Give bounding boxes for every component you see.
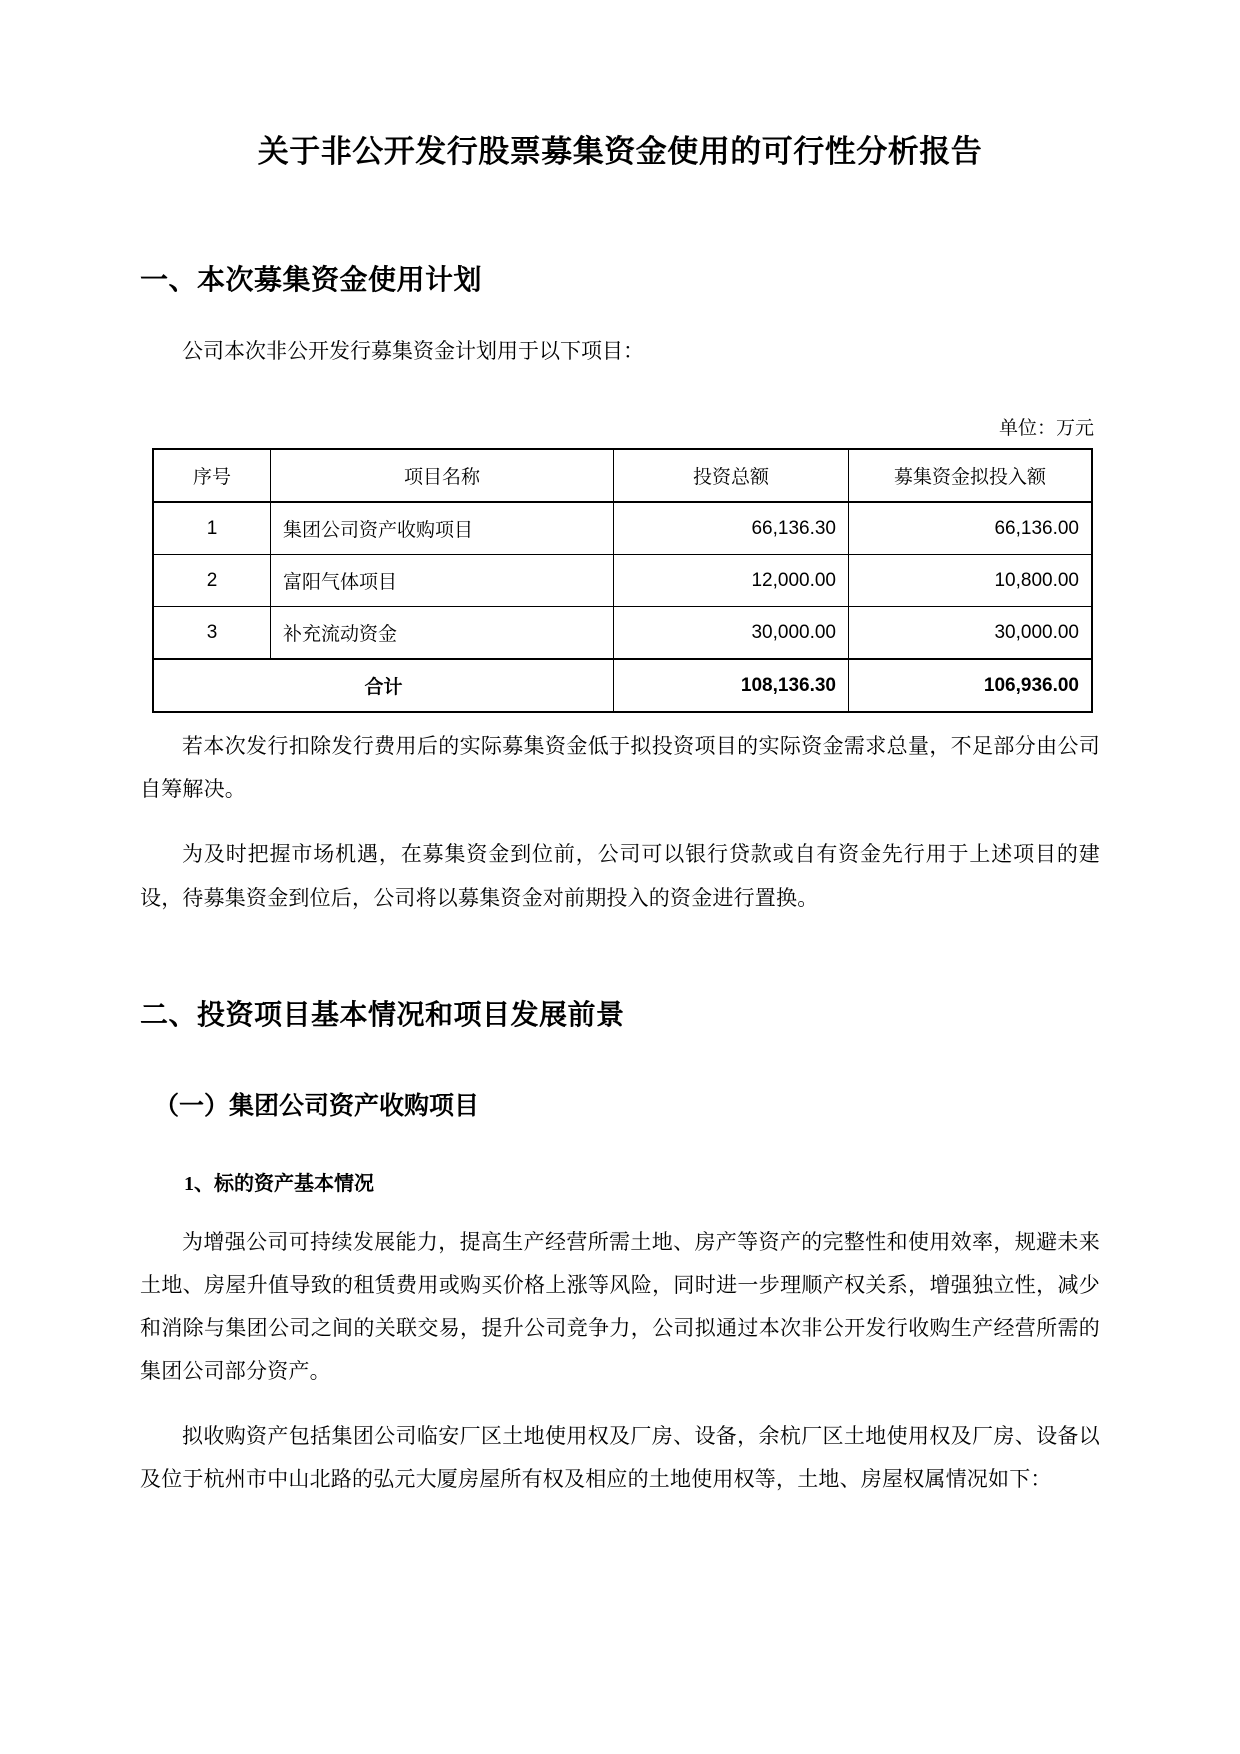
cell-raised-amount-sum: 106,936.00 (849, 659, 1093, 712)
cell-index: 1 (153, 502, 271, 555)
cell-total-investment: 66,136.30 (614, 502, 849, 555)
table-row (153, 555, 1092, 607)
cell-project-name: 富阳气体项目 (271, 555, 614, 607)
paragraph-acquisition-scope: 拟收购资产包括集团公司临安厂区土地使用权及厂房、设备，余杭厂区土地使用权及厂房、设备以及位于杭州市中山北路的弘元大厦房屋所有权及相应的土地使用权等，土地、房屋权属情况如下： (140, 1425, 1100, 1492)
table-unit-label: 单位：万元 (998, 418, 1094, 440)
item-heading-asset-overview (184, 1169, 1100, 1199)
table-body (153, 502, 1092, 712)
cell-total-investment-sum: 108,136.30 (614, 659, 849, 712)
cell-total-label: 合计 (153, 659, 614, 712)
cell-total-investment: 30,000.00 (614, 607, 849, 660)
table-header-row (153, 449, 1092, 502)
table-row (153, 607, 1092, 660)
cell-project-name: 集团公司资产收购项目 (271, 502, 614, 555)
column-header-index: 序号 (153, 449, 271, 502)
cell-total-investment: 12,000.00 (614, 555, 849, 607)
cell-raised-amount: 10,800.00 (849, 555, 1093, 607)
column-header-project-name: 项目名称 (271, 449, 614, 502)
fund-usage-table (152, 448, 1093, 713)
subsection-heading-one: （一）集团公司资产收购项目 (154, 1091, 480, 1120)
page-title: 关于非公开发行股票募集资金使用的可行性分析报告 (257, 134, 983, 169)
cell-project-name: 补充流动资金 (271, 607, 614, 660)
column-header-total-investment: 投资总额 (614, 449, 849, 502)
paragraph-bridge-financing: 为及时把握市场机遇，在募集资金到位前，公司可以银行贷款或自有资金先行用于上述项目的建设，待募集资金到位后，公司将以募集资金对前期投入的资金进行置换。 (140, 843, 1100, 910)
table-total-row (153, 659, 1092, 712)
cell-index: 3 (153, 607, 271, 660)
item-heading-text: 、标的资产基本情况 (194, 1173, 374, 1196)
column-header-raised-amount: 募集资金拟投入额 (849, 449, 1093, 502)
cell-raised-amount: 66,136.00 (849, 502, 1093, 555)
paragraph-acquisition-rationale: 为增强公司可持续发展能力，提高生产经营所需土地、房产等资产的完整性和使用效率，规避未来土地、房屋升值导致的租赁费用或购买价格上涨等风险，同时进一步理顺产权关系，增强独立性，减少和消除与集团公司之间的关联交易，提升公司竞争力，公司拟通过本次非公开发行收购生产经营所需的集团公司部分资产。 (140, 1231, 1100, 1384)
section-one-intro: 公司本次非公开发行募集资金计划用于以下项目： (182, 340, 644, 364)
section-heading-one: 一、本次募集资金使用计划 (140, 264, 483, 296)
item-number: 1 (184, 1173, 194, 1196)
table-row (153, 502, 1092, 555)
paragraph-shortfall-funding: 若本次发行扣除发行费用后的实际募集资金低于拟投资项目的实际资金需求总量，不足部分由公司自筹解决。 (140, 735, 1100, 802)
table-header (153, 449, 1092, 502)
cell-raised-amount: 30,000.00 (849, 607, 1093, 660)
section-heading-two: 二、投资项目基本情况和项目发展前景 (140, 998, 625, 1030)
cell-index: 2 (153, 555, 271, 607)
